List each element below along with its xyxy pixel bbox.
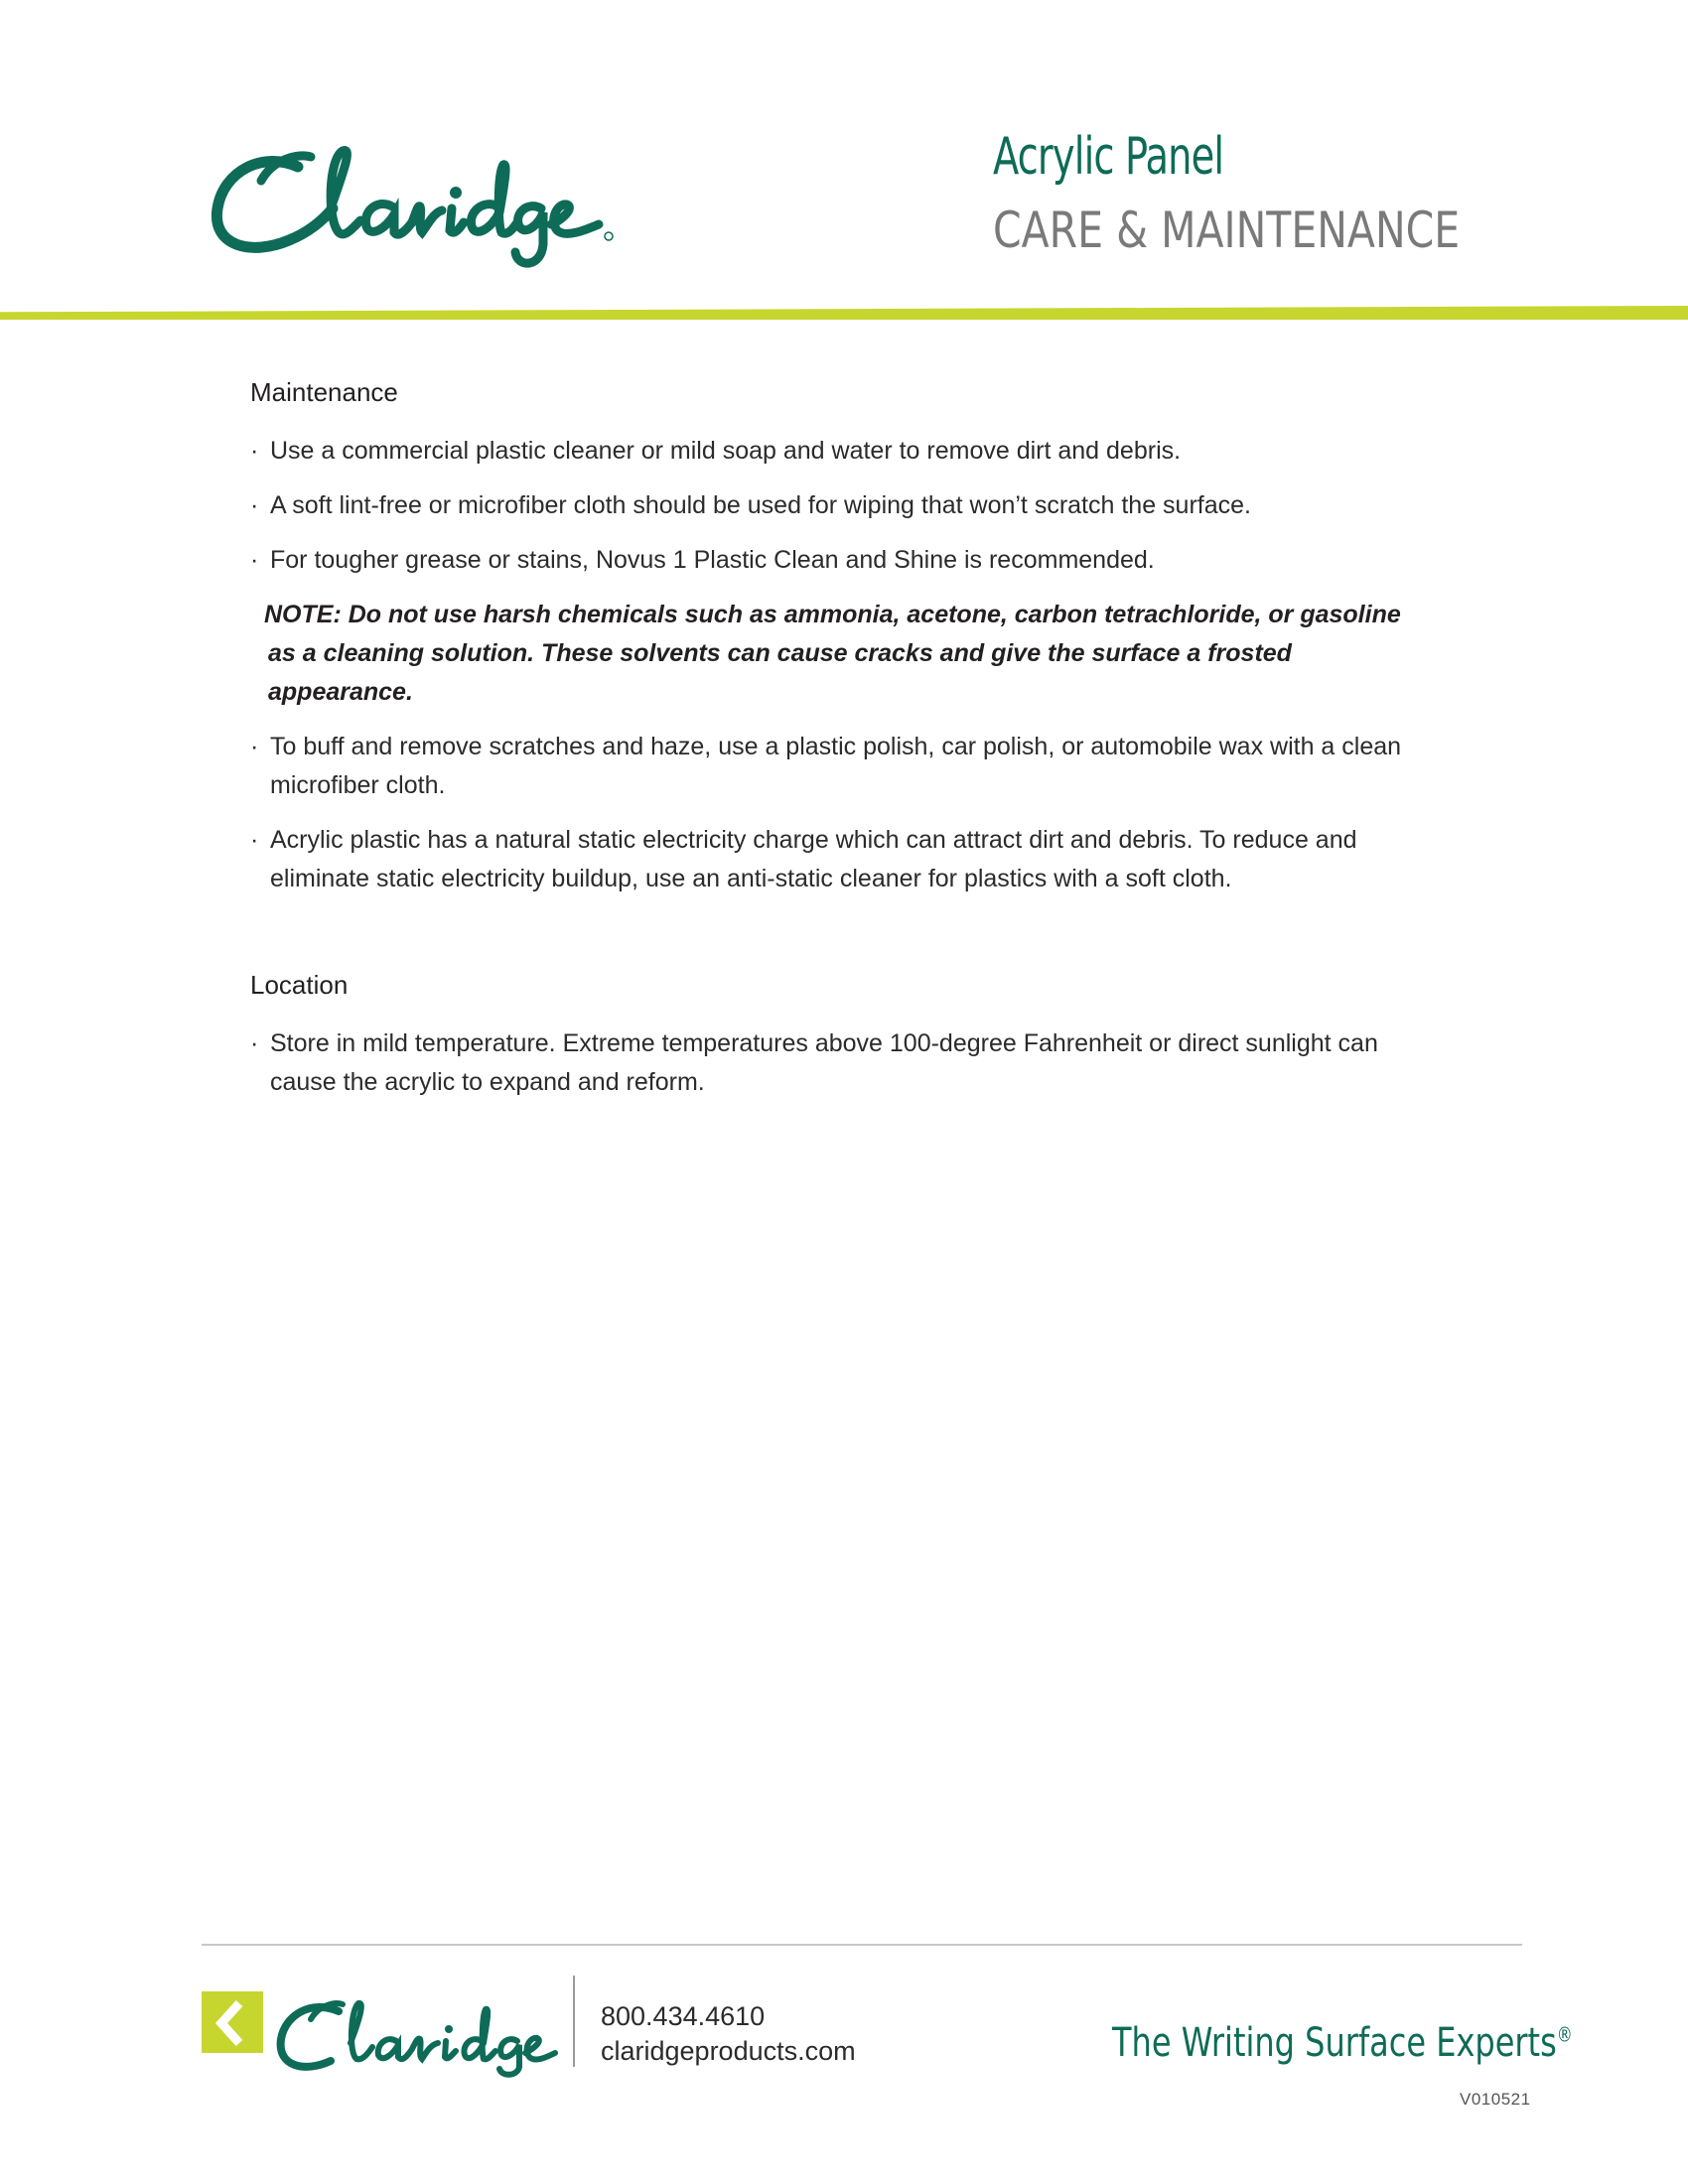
warning-note: NOTE: Do not use harsh chemicals such as ammonia, acetone, carbon tetrachloride, or gasoline as a cleaning solution. These solvents can cause cracks and give the surface a frosted appearance.: [264, 601, 1401, 706]
contact-block: [601, 1999, 856, 2069]
list-item: · To buff and remove scratches and haze, use a plastic polish, car polish, or automobile wax with a clean microfiber cloth.: [250, 733, 1402, 799]
registered-mark: ®: [1556, 2022, 1573, 2047]
list-item: · For tougher grease or stains, Novus 1 Plastic Clean and Shine is recommended.: [250, 546, 1155, 574]
main-content: [250, 377, 1442, 1118]
document-subtitle: CARE & MAINTENANCE: [993, 202, 1461, 259]
tagline: The Writing Surface Experts®: [1112, 2020, 1573, 2066]
phone-number: 800.434.4610: [601, 2001, 766, 2031]
claridge-footer-logo: [202, 1983, 559, 2078]
location-heading: Location: [250, 970, 349, 1000]
claridge-logo: [204, 129, 621, 273]
footer-divider-line: [202, 1944, 1522, 1946]
list-item: · Use a commercial plastic cleaner or mild soap and water to remove dirt and debris.: [250, 437, 1182, 465]
list-item: · Acrylic plastic has a natural static electricity charge which can attract dirt and debris. To reduce and eliminate static electricity buildup, use an anti-static cleaner for plastics with a soft cloth.: [250, 826, 1357, 892]
footer-vertical-divider: [573, 1976, 575, 2067]
list-item: · A soft lint-free or microfiber cloth should be used for wiping that won’t scratch the surface.: [250, 491, 1251, 519]
list-item: · Store in mild temperature. Extreme temperatures above 100-degree Fahrenheit or direct sunlight can cause the acrylic to expand and reform.: [250, 1029, 1378, 1096]
version-code: V010521: [1460, 2090, 1531, 2109]
document-title: Acrylic Panel: [993, 127, 1224, 187]
maintenance-heading: Maintenance: [250, 377, 398, 407]
website-link[interactable]: claridgeproducts.com: [601, 2036, 856, 2066]
accent-bar: [0, 306, 1688, 320]
